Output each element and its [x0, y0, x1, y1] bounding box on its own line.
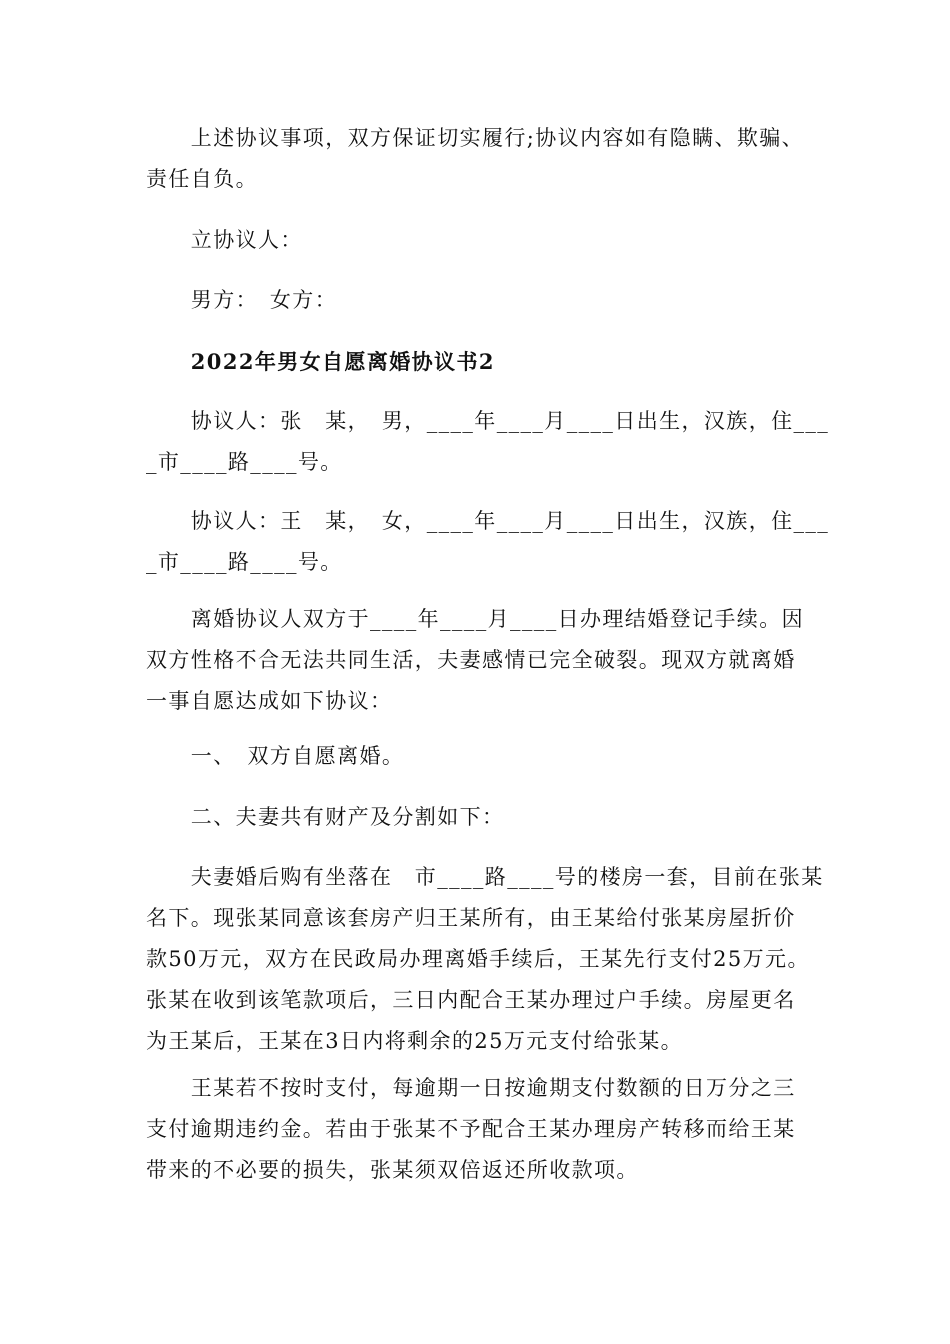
- paragraph-parties: [146, 280, 812, 321]
- heading-text: 2022年男女自愿离婚协议书2: [146, 349, 495, 374]
- text-line: 一事自愿达成如下协议：: [146, 689, 393, 713]
- text-line: 款50万元，双方在民政局办理离婚手续后，王某先行支付25万元。: [146, 947, 810, 971]
- text-line: 一、 双方自愿离婚。: [146, 744, 405, 768]
- paragraph-signatories: [146, 220, 812, 261]
- text-line: 二、夫妻共有财产及分割如下：: [146, 805, 505, 829]
- text-line: 立协议人：: [146, 228, 303, 252]
- paragraph-property: [146, 857, 824, 1062]
- text-line: 上述协议事项，双方保证切实履行;协议内容如有隐瞒、欺骗、: [146, 126, 805, 150]
- text-line: 张某在收到该笔款项后，三日内配合王某办理过户手续。房屋更名: [146, 988, 796, 1012]
- text-line: 带来的不必要的损失，张某须双倍返还所收款项。: [146, 1158, 639, 1182]
- text-line: 协议人：张 某， 男，____年____月____日出生，汉族，住___: [146, 409, 830, 433]
- text-line: 为王某后，王某在3日内将剩余的25万元支付给张某。: [146, 1029, 684, 1053]
- paragraph-guarantee: [146, 118, 812, 200]
- text-line: _市____路____号。: [146, 550, 343, 574]
- text-line: 名下。现张某同意该套房产归王某所有，由王某给付张某房屋折价: [146, 906, 796, 930]
- paragraph-marriage-registration: [146, 599, 812, 722]
- text-line: _市____路____号。: [146, 450, 343, 474]
- paragraph-penalty: [146, 1068, 812, 1191]
- text-line: 协议人：王 某， 女，____年____月____日出生，汉族，住___: [146, 509, 830, 533]
- text-line: 责任自负。: [146, 167, 258, 191]
- text-line: 夫妻婚后购有坐落在 市____路____号的楼房一套，目前在张某: [146, 865, 824, 889]
- text-line: 双方性格不合无法共同生活，夫妻感情已完全破裂。现双方就离婚: [146, 648, 796, 672]
- paragraph-clause-one: [146, 736, 812, 777]
- paragraph-party-zhang: [146, 401, 830, 483]
- text-line: 王某若不按时支付，每逾期一日按逾期支付数额的日万分之三: [146, 1076, 796, 1100]
- section-heading: [146, 341, 812, 382]
- paragraph-party-wang: [146, 501, 830, 583]
- text-line: 男方： 女方：: [146, 288, 338, 312]
- text-line: 支付逾期违约金。若由于张某不予配合王某办理房产转移而给王某: [146, 1117, 796, 1141]
- text-line: 离婚协议人双方于____年____月____日办理结婚登记手续。因: [146, 607, 804, 631]
- paragraph-clause-two: [146, 797, 812, 838]
